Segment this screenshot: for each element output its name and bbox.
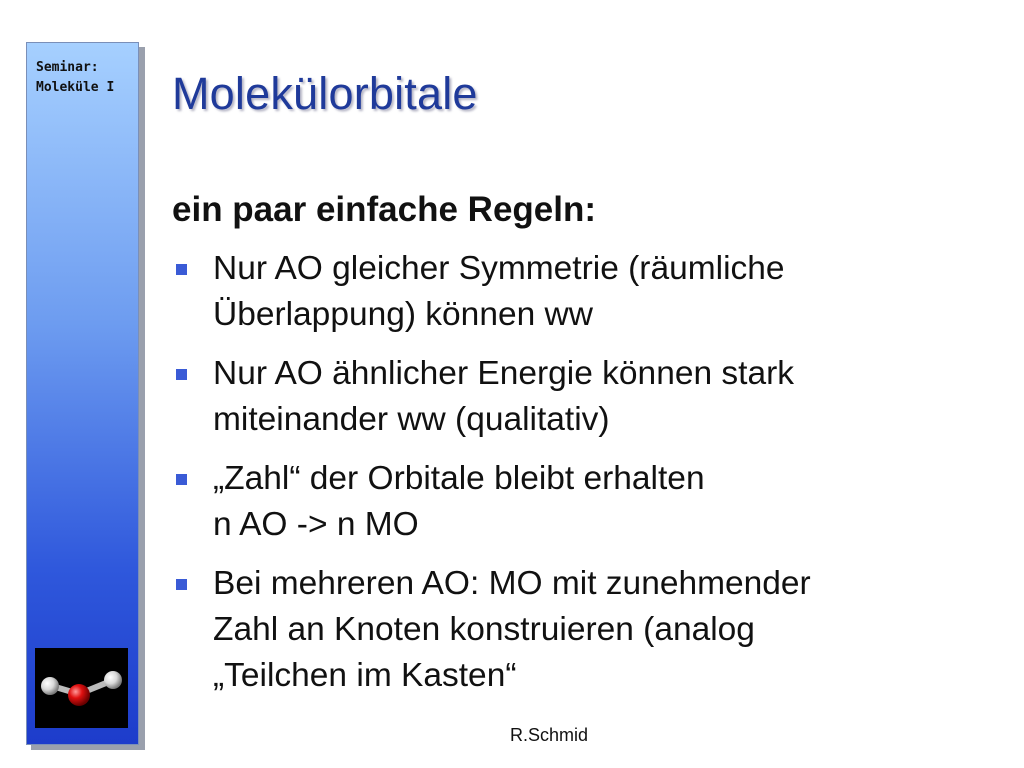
rules-list xyxy=(176,246,966,712)
rule-item xyxy=(176,351,966,443)
slide-title: Molekülorbitale xyxy=(172,68,478,119)
rule-line: Bei mehreren AO: MO mit zunehmender xyxy=(213,565,811,602)
rule-item xyxy=(176,246,966,338)
square-bullet-icon xyxy=(176,369,187,380)
sidebar-bar xyxy=(26,42,139,745)
rule-line: Zahl an Knoten konstruieren (analog xyxy=(213,611,755,648)
rule-line: n AO -> n MO xyxy=(213,506,419,543)
square-bullet-icon xyxy=(176,264,187,275)
footer-author: R.Schmid xyxy=(510,725,589,745)
rule-line: Nur AO gleicher Symmetrie (räumliche xyxy=(213,250,785,287)
rule-line: Überlappung) können ww xyxy=(213,296,593,333)
sidebar-title-line1: Seminar: xyxy=(36,60,99,75)
square-bullet-icon xyxy=(176,579,187,590)
sidebar-title-line2: Moleküle I xyxy=(36,80,115,95)
rule-item xyxy=(176,561,966,699)
sidebar-title xyxy=(36,58,114,98)
square-bullet-icon xyxy=(176,474,187,485)
rule-line: miteinander ww (qualitativ) xyxy=(213,401,610,438)
rule-line: „Zahl“ der Orbitale bleibt erhalten xyxy=(213,460,705,497)
rule-line: „Teilchen im Kasten“ xyxy=(213,657,517,694)
water-molecule-icon xyxy=(35,648,128,728)
slide-subtitle: ein paar einfache Regeln: xyxy=(172,190,597,229)
rule-line: Nur AO ähnlicher Energie können stark xyxy=(213,355,794,392)
rule-item xyxy=(176,456,966,548)
